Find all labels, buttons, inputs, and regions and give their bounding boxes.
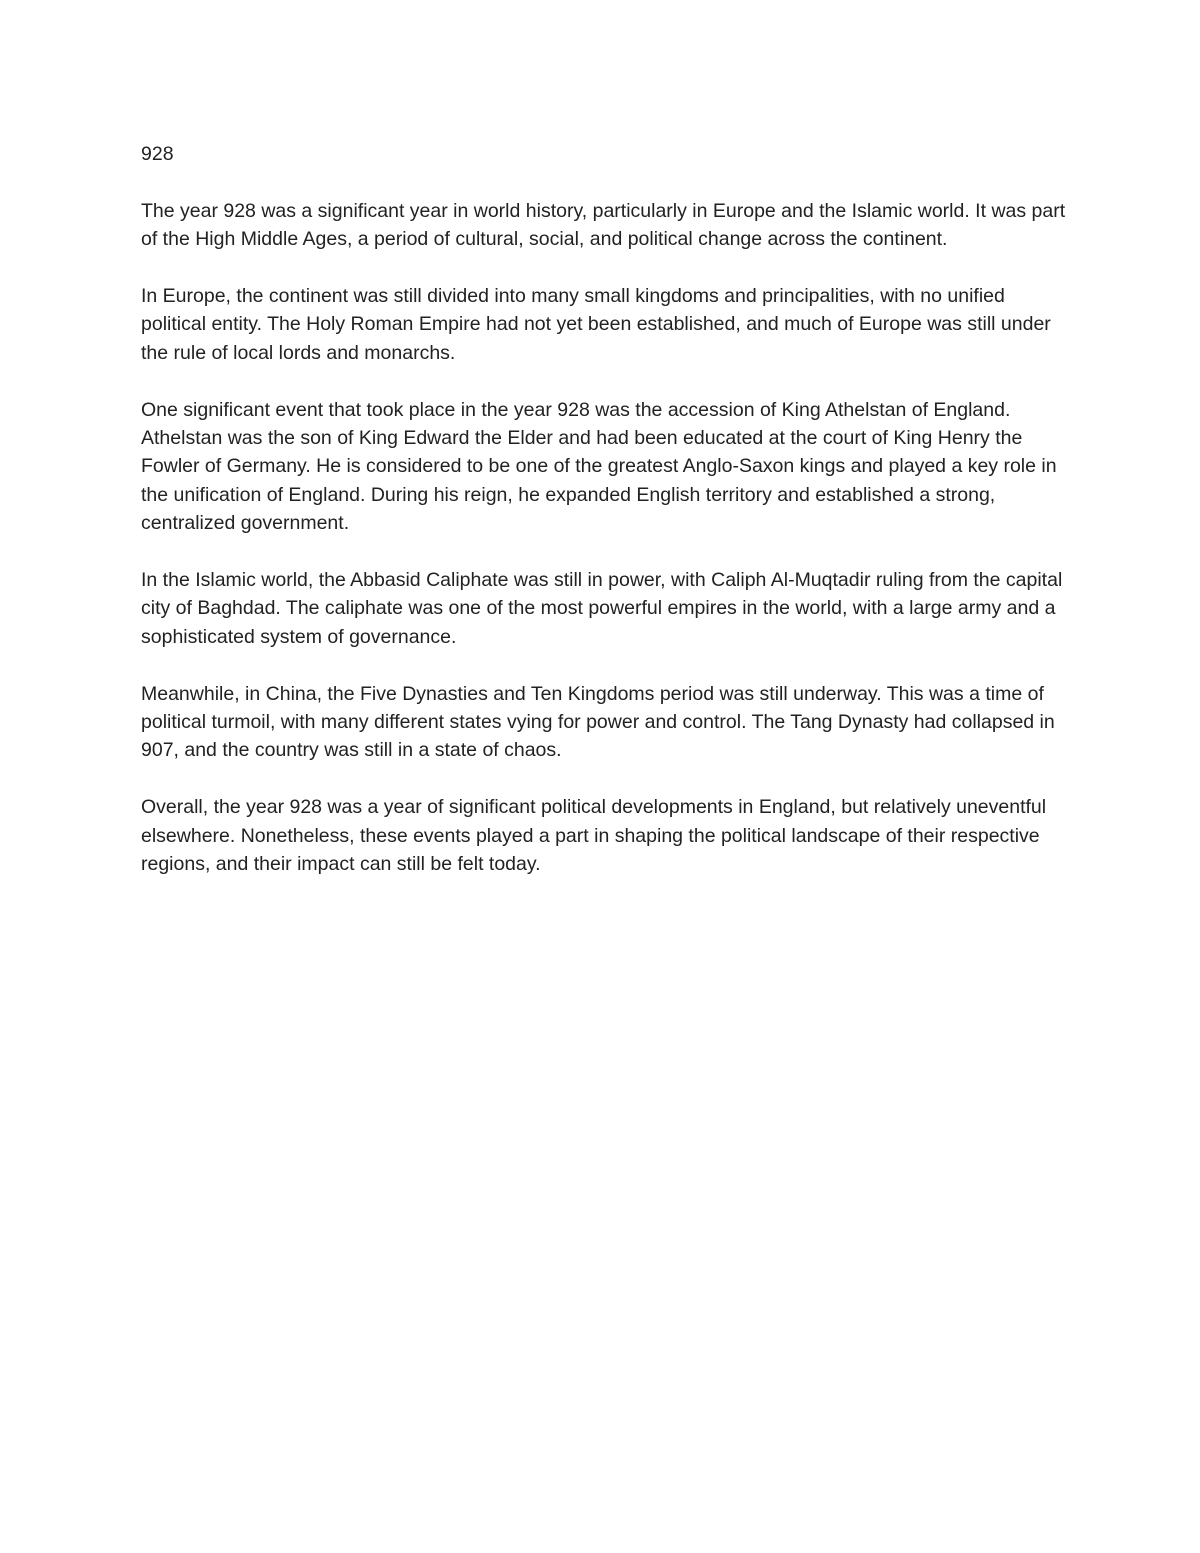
paragraph-china: Meanwhile, in China, the Five Dynasties and Ten Kingdoms period was still underway. This was a time of political turmoil, with many different states vying for power and control. The Tang Dynasty had collapsed in 907, and the country was still in a state of chaos. [141, 682, 1055, 762]
document-body [141, 140, 1066, 907]
document-title: 928 [141, 143, 174, 165]
paragraph-conclusion: Overall, the year 928 was a year of significant political developments in England, but relatively uneventful elsewhere. Nonetheless, these events played a part in shaping the political landscape of their respective regions, and their impact can still be felt today. [141, 796, 1047, 876]
paragraph-islamic-world: In the Islamic world, the Abbasid Caliphate was still in power, with Caliph Al-Muqtadir ruling from the capital city of Baghdad. The caliphate was one of the most powerful empires in the world, with a large army and a sophisticated system of governance. [141, 569, 1063, 648]
paragraph-athelstan: One significant event that took place in the year 928 was the accession of King Athelstan of England. Athelstan was the son of King Edward the Elder and had been educated at the court of King Henry the Fowler of Germany. He is considered to be one of the greatest Anglo-Saxon kings and played a key role in the unification of England. During his reign, he expanded English territory and established a strong, centralized government. [141, 398, 1057, 535]
paragraph-europe: In Europe, the continent was still divided into many small kingdoms and principalities, with no unified political entity. The Holy Roman Empire had not yet been established, and much of Europe was still under the rule of local lords and monarchs. [141, 285, 1051, 364]
paragraph-overview: The year 928 was a significant year in world history, particularly in Europe and the Islamic world. It was part of the High Middle Ages, a period of cultural, social, and political change across the continent. [141, 199, 1066, 251]
